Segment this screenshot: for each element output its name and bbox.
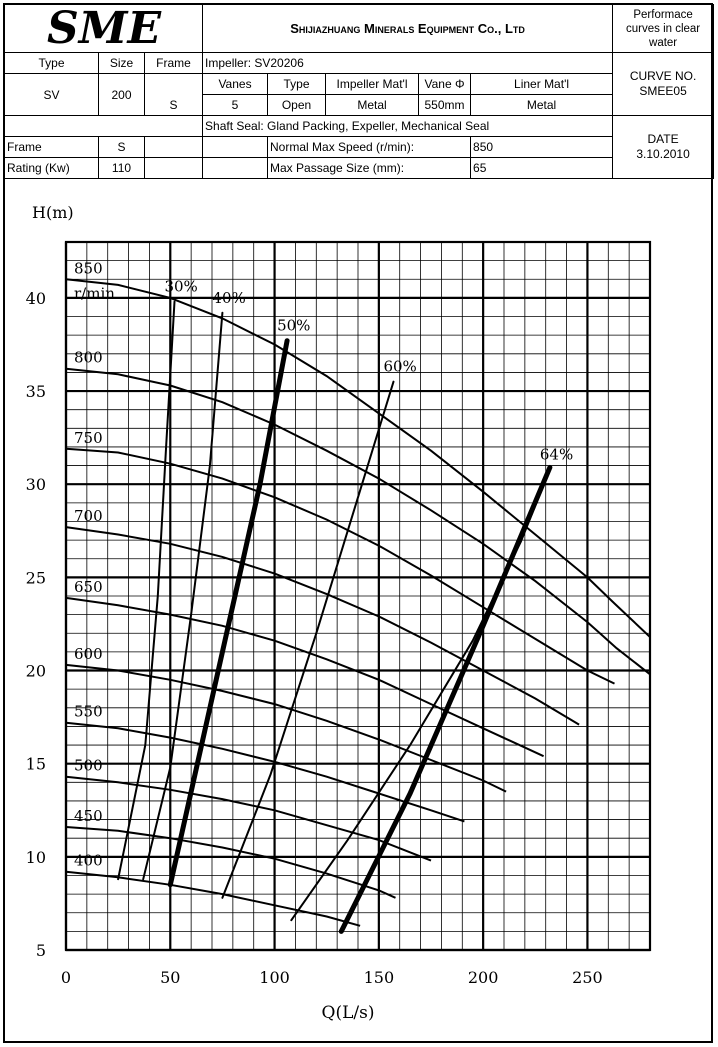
blank-cell: [203, 158, 268, 179]
speed-curve-label: 600: [74, 644, 103, 663]
efficiency-curve-5: [341, 467, 550, 931]
efficiency-label: 30%: [164, 277, 198, 296]
label-impeller-type: Type: [268, 74, 326, 95]
label-curve-no: CURVE NO.: [629, 69, 697, 83]
label-date: DATE: [647, 132, 679, 146]
efficiency-label: 60%: [383, 357, 417, 376]
speed-curve-label: 800: [74, 348, 103, 367]
x-tick-label: 50: [160, 968, 181, 987]
efficiency-label: 64%: [539, 445, 574, 464]
blank-cell: [203, 137, 268, 158]
speed-curve-label: 750: [74, 428, 103, 447]
blank-cell: [145, 137, 203, 158]
y-tick-label: 25: [25, 568, 46, 588]
speed-curve-500: [66, 777, 431, 861]
curve-no-cell: [613, 53, 714, 116]
value-curve-no: SMEE05: [639, 84, 687, 98]
impeller-model: Impeller: SV20206: [203, 53, 613, 74]
label-max-speed: Normal Max Speed (r/min):: [268, 137, 471, 158]
x-tick-label: 200: [467, 968, 499, 987]
label-frame-2: Frame: [5, 137, 99, 158]
value-frame: S: [169, 97, 178, 112]
x-tick-label: 0: [60, 968, 72, 987]
value-date: 3.10.2010: [636, 147, 690, 161]
company-name: Shijiazhuang Minerals Equipment Co., Ltd: [203, 5, 613, 53]
speed-unit-label: r/min: [74, 284, 115, 303]
label-liner-mat: Liner Mat'l: [471, 74, 613, 95]
speed-curve-450: [66, 827, 396, 898]
x-tick-label: 250: [572, 968, 603, 987]
y-tick-label: 30: [25, 475, 46, 495]
pump-performance-chart: [0, 190, 718, 1030]
value-vanes: 5: [203, 95, 268, 116]
value-frame-cell: [145, 74, 203, 116]
value-type: SV: [5, 74, 99, 116]
speed-curve-label: 650: [74, 577, 103, 596]
x-tick-label: 150: [363, 968, 395, 987]
value-liner-mat: Metal: [471, 95, 613, 116]
speed-curve-label: 550: [74, 702, 103, 721]
value-impeller-type: Open: [268, 95, 326, 116]
document-title: Performace curves in clear water: [613, 5, 714, 53]
value-size: 200: [99, 74, 145, 116]
x-tick-label: 100: [259, 968, 290, 987]
logo-text: SME: [46, 5, 162, 49]
shaft-seal: Shaft Seal: Gland Packing, Expeller, Mechanical Seal: [203, 116, 613, 137]
y-tick-label: 35: [25, 382, 46, 402]
date-cell: [613, 116, 714, 179]
efficiency-curve-0: [118, 302, 174, 880]
speed-curve-label: 400: [74, 851, 103, 870]
y-tick-label: 20: [25, 661, 46, 681]
efficiency-label: 40%: [212, 288, 246, 307]
blank-cell: [5, 116, 203, 137]
label-max-passage: Max Passage Size (mm):: [268, 158, 471, 179]
value-frame-2: S: [99, 137, 145, 158]
label-vane-dia: Vane Φ: [419, 74, 471, 95]
value-impeller-mat: Metal: [326, 95, 419, 116]
y-tick-label: 5: [35, 941, 46, 960]
speed-curve-label: 500: [74, 756, 103, 775]
label-frame: Frame: [145, 53, 203, 74]
y-axis-label: H(m): [32, 203, 74, 222]
value-vane-dia: 550mm: [419, 95, 471, 116]
logo-cell: [5, 5, 203, 53]
label-type: Type: [5, 53, 99, 74]
y-tick-label: 15: [25, 754, 46, 774]
speed-curve-label: 450: [74, 807, 103, 826]
label-size: Size: [99, 53, 145, 74]
efficiency-curve-2: [170, 341, 287, 885]
label-impeller-mat: Impeller Mat'l: [326, 74, 419, 95]
label-vanes: Vanes: [203, 74, 268, 95]
blank-cell: [145, 158, 203, 179]
value-rating: 110: [99, 158, 145, 179]
y-tick-label: 10: [25, 847, 46, 867]
speed-curve-label: 850: [74, 259, 103, 278]
efficiency-label: 50%: [277, 316, 311, 335]
value-max-passage: 65: [471, 158, 613, 179]
speed-curve-label: 700: [74, 507, 103, 526]
value-max-speed: 850: [471, 137, 613, 158]
x-axis-label: Q(L/s): [321, 1003, 375, 1023]
spec-header-table: [4, 4, 714, 179]
label-rating: Rating (Kw): [5, 158, 99, 179]
y-tick-label: 40: [25, 288, 46, 308]
sme-logo: [5, 5, 203, 49]
